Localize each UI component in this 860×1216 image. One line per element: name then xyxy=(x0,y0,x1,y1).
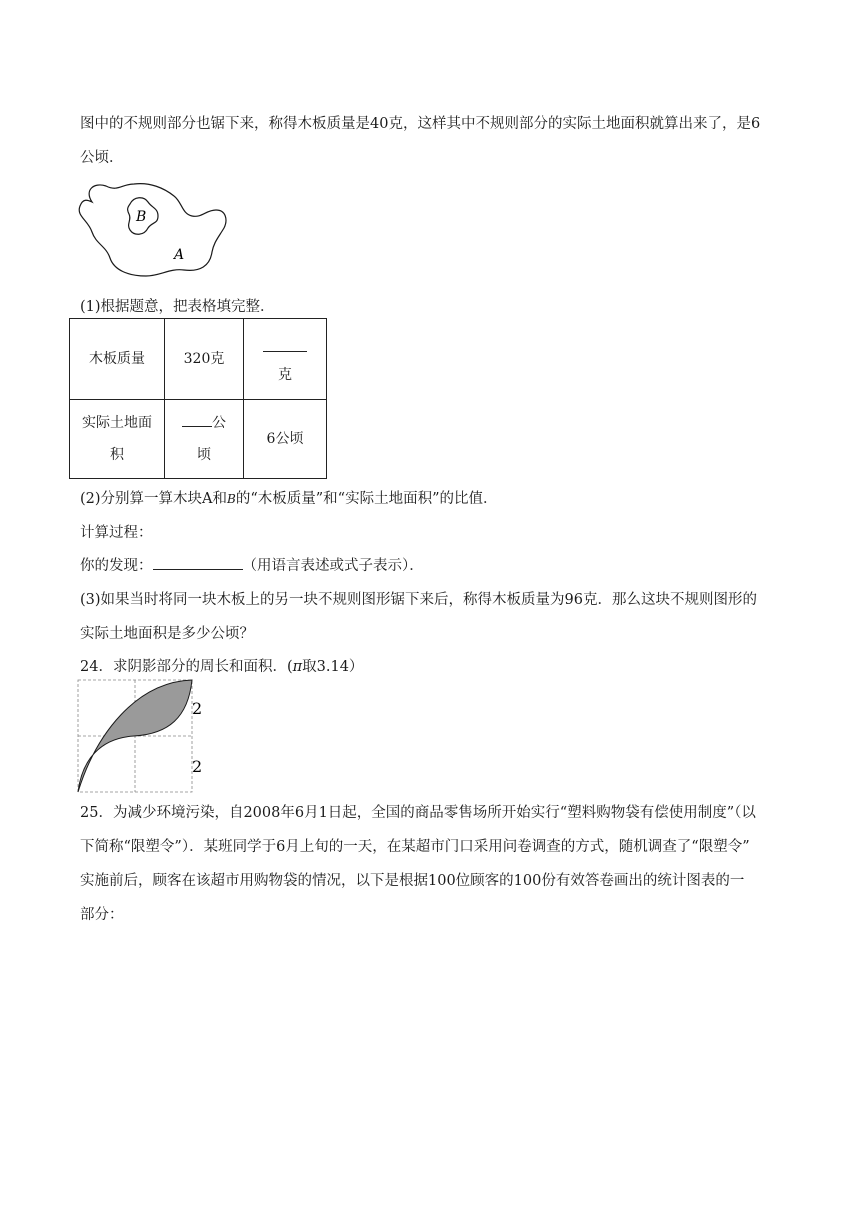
answer-blank xyxy=(153,555,243,570)
irregular-shapes-figure xyxy=(74,180,234,280)
shaded-region-figure xyxy=(76,678,216,796)
side-label-bottom: 2 xyxy=(192,757,203,776)
blank-line xyxy=(263,335,307,352)
question-1: (1)根据题意，把表格填完整． xyxy=(80,299,275,315)
cell-area-label: 实际土地面 积 xyxy=(70,400,165,479)
calc-process: 计算过程： xyxy=(80,525,153,541)
side-label-top: 2 xyxy=(192,699,203,718)
cell-area-blank: 公 顷 xyxy=(165,400,244,479)
problem-25-line-3: 实施前后，顾客在该超市用购物袋的情况，以下是根据100位顾客的100份有效答卷画出的统计图表的一 xyxy=(80,873,745,889)
question-3-line-2: 实际土地面积是多少公顷？ xyxy=(80,626,254,642)
problem-25-line-2: 下简称“限塑令”）．某班同学于6月上旬的一天，在某超市门口采用问卷调查的方式，随机调查了“限塑令” xyxy=(80,839,750,855)
finding-line: 你的发现： （用语言表述或式子表示）． xyxy=(80,554,424,575)
label-b: B xyxy=(136,209,147,225)
question-3-line-1: (3)如果当时将同一块木板上的另一块不规则图形锯下来后，称得木板质量为96克．那么这块不规则图形的 xyxy=(80,592,757,608)
blank-line xyxy=(182,412,212,427)
cell-mass-320: 320克 xyxy=(165,319,244,400)
data-table xyxy=(69,318,327,479)
intro-line-1: 图中的不规则部分也锯下来，称得木板质量是40克，这样其中不规则部分的实际土地面积就算出来了，是6 xyxy=(80,116,761,132)
problem-24: 24．求阴影部分的周长和面积．(π取3.14） xyxy=(80,659,364,675)
outer-shape-a xyxy=(79,184,226,276)
unit-gram: 克 xyxy=(278,367,292,383)
cell-mass-blank xyxy=(244,319,327,400)
cell-area-6: 6公顷 xyxy=(244,400,327,479)
label-a: A xyxy=(174,247,185,263)
intro-line-2: 公顷． xyxy=(80,150,124,166)
problem-25-line-1: 25．为减少环境污染，自2008年6月1日起，全国的商品零售场所开始实行“塑料购物袋有偿使用制度”（以 xyxy=(80,805,756,821)
problem-25-line-4: 部分： xyxy=(80,907,124,923)
question-2: (2)分别算一算木块A和B的“木板质量”和“实际土地面积”的比值． xyxy=(80,491,498,507)
cell-mass-label: 木板质量 xyxy=(70,319,165,400)
